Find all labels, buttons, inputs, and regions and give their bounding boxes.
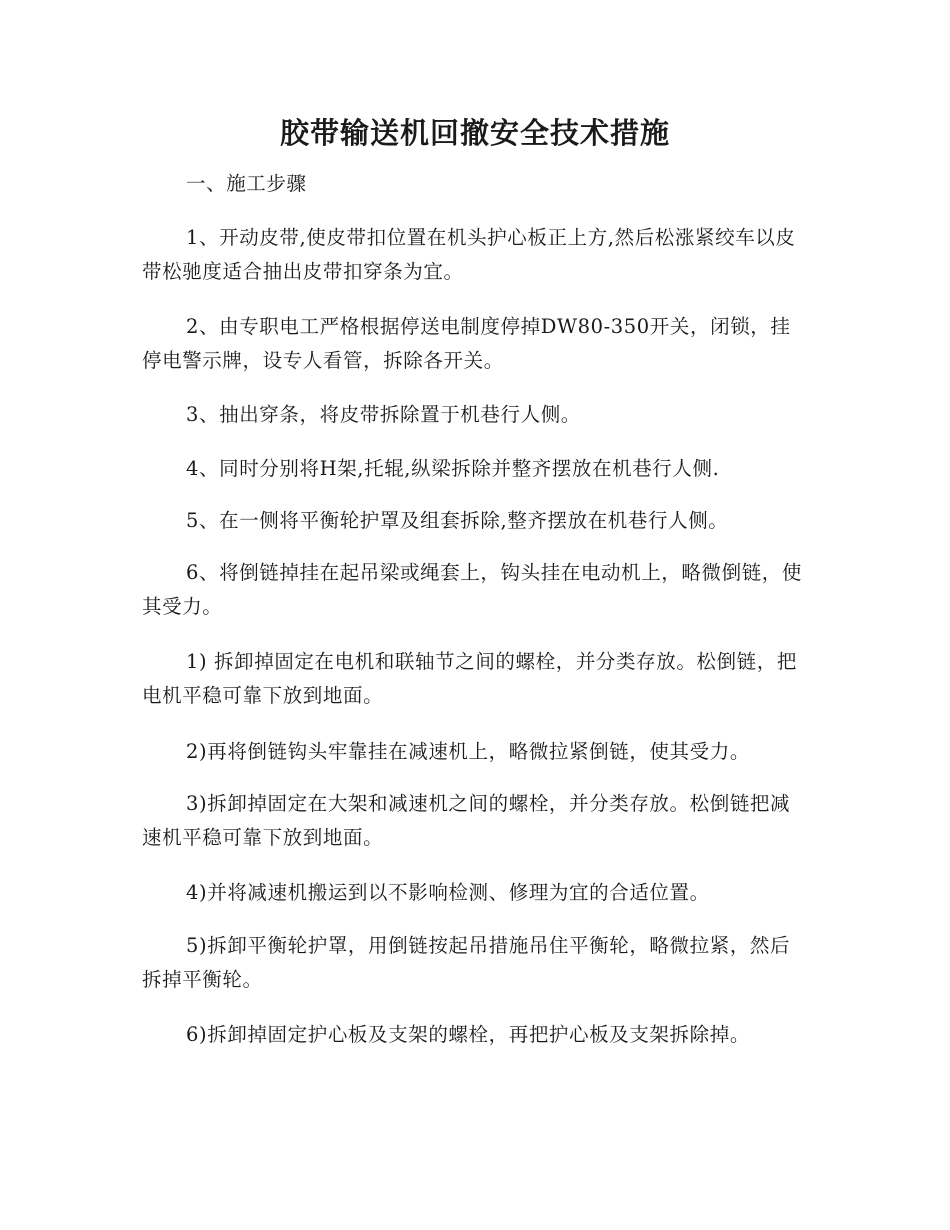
step-3-paragraph: 3、抽出穿条，将皮带拆除置于机巷行人侧。 bbox=[186, 403, 581, 426]
substep-5-paragraph: 5)拆卸平衡轮护罩，用倒链按起吊措施吊住平衡轮，略微拉紧，然后拆掉平衡轮。 bbox=[142, 934, 791, 991]
step-6-paragraph: 6、将倒链掉挂在起吊梁或绳套上，钩头挂在电动机上，略微倒链，使其受力。 bbox=[142, 561, 803, 618]
substep-2-paragraph: 2)再将倒链钩头牢靠挂在减速机上，略微拉紧倒链，使其受力。 bbox=[186, 740, 750, 763]
substep-6-paragraph: 6)拆卸掉固定护心板及支架的螺栓，再把护心板及支架拆除掉。 bbox=[186, 1023, 750, 1046]
step-1-paragraph: 1、开动皮带,使皮带扣位置在机头护心板正上方,然后松涨紧绞车以皮带松驰度适合抽出皮带扣穿条为宜。 bbox=[142, 226, 796, 283]
step-5-paragraph: 5、在一侧将平衡轮护罩及组套拆除,整齐摆放在机巷行人侧。 bbox=[186, 509, 729, 532]
step-2-paragraph: 2、由专职电工严格根据停送电制度停掉DW80-350开关，闭锁，挂停电警示牌，设专人看管，拆除各开关。 bbox=[142, 315, 791, 372]
substep-1-paragraph: 1) 拆卸掉固定在电机和联轴节之间的螺栓，并分类存放。松倒链，把电机平稳可靠下放到地面。 bbox=[142, 650, 797, 707]
substep-4-paragraph: 4)并将减速机搬运到以不影响检测、修理为宜的合适位置。 bbox=[186, 881, 710, 904]
document-title: 胶带输送机回撤安全技术措施 bbox=[279, 116, 670, 150]
section-heading-construction-steps: 一、施工步骤 bbox=[186, 172, 307, 195]
step-4-paragraph: 4、同时分别将H架,托辊,纵梁拆除并整齐摆放在机巷行人侧. bbox=[186, 457, 720, 480]
substep-3-paragraph: 3)拆卸掉固定在大架和减速机之间的螺栓，并分类存放。松倒链把减速机平稳可靠下放到地面。 bbox=[142, 792, 791, 849]
